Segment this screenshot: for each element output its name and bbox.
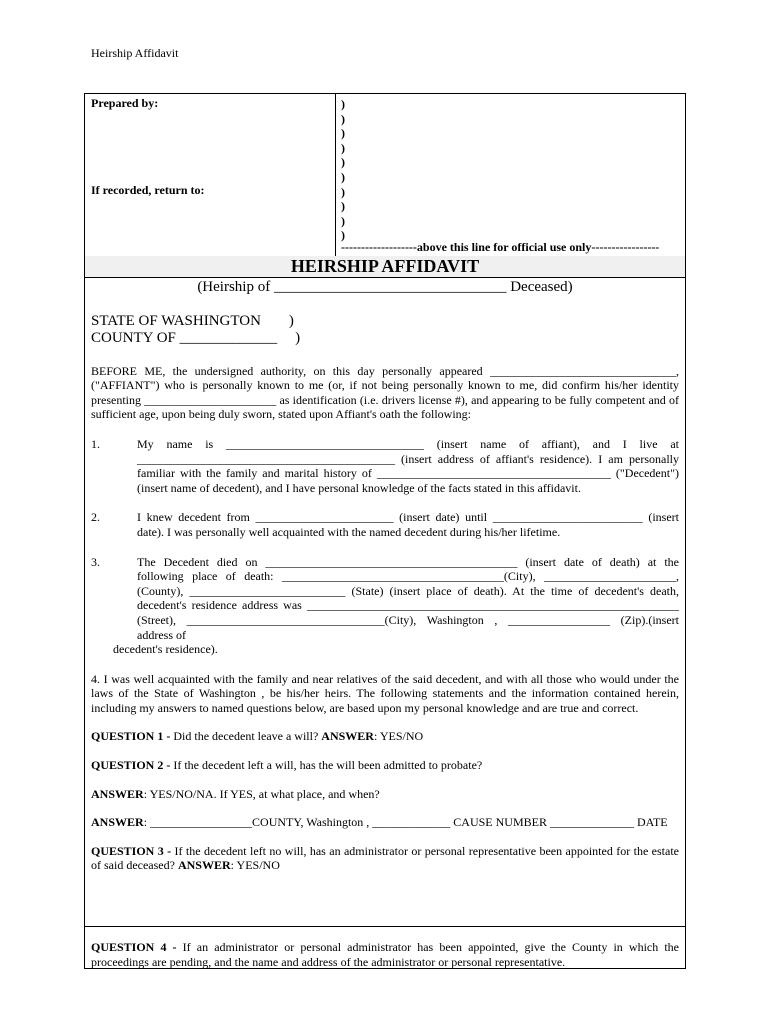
paragraph-1-text: My name is _________________________________ (insert name of affiant), and I live at ___________________________________________ (insert address of affiant's residence). I am personally familiar with the family and marital history of _______________________________________ ("Decedent") (insert name of decedent), and I have personal knowledge of the facts stated in this affidavit. — [137, 436, 679, 495]
question-3-text: If the decedent left no will, has an administrator or personal representative been appointed for the estate of said deceased? — [91, 843, 679, 873]
paragraph-3 — [91, 555, 679, 643]
answer-2 — [91, 787, 679, 802]
official-use-line: -------------------above this line for official use only----------------- — [341, 240, 660, 254]
heirship-subtitle: (Heirship of _______________________________ Deceased) — [197, 279, 573, 295]
intro-paragraph: BEFORE ME, the undersigned authority, on this day personally appeared _______________________________, ("AFFIANT") who is personally known to me (or, if not being personally known to me, did confirm his/her identity presenting ______________________ as identification (i.e. drivers license #), and appearing to be fully competent and of sufficient age, upon being duly sworn, stated upon Affiant's oath the following: — [91, 363, 679, 422]
vertical-divider — [335, 94, 336, 256]
question-4-label: QUESTION 4 - — [91, 940, 177, 954]
paragraph-1-number: 1. — [91, 436, 100, 451]
page-header: Heirship Affidavit — [91, 46, 179, 60]
paragraph-2-text: I knew decedent from _______________________ (insert date) until _________________________ (insert date). I was personally well acquainted with the named decedent during his/her lifetime. — [137, 510, 679, 539]
question-3-answer: : YES/NO — [230, 858, 280, 873]
question-1 — [91, 729, 679, 744]
paragraph-3-tail: decedent's residence). — [113, 642, 218, 657]
paragraph-1 — [91, 437, 679, 495]
question-2-label: QUESTION 2 - — [91, 758, 171, 773]
affidavit-body — [91, 277, 679, 873]
paragraph-3-number: 3. — [91, 554, 100, 569]
answer-label: ANSWER — [91, 815, 144, 830]
answer-2-text: : YES/NO/NA. If YES, at what place, and when? — [143, 786, 380, 801]
paragraph-2 — [91, 510, 679, 539]
question-4-text: If an administrator or personal administrator has been appointed, give the County in which the proceedings are pending, and the name and address of the administrator or personal representative. — [91, 940, 679, 969]
document-title: HEIRSHIP AFFIDAVIT — [85, 256, 685, 277]
question-3 — [91, 844, 679, 873]
recording-block — [341, 94, 681, 256]
question-3-label: QUESTION 3 - — [91, 843, 172, 858]
state-county-block — [91, 313, 679, 347]
question-2-text: If the decedent left a will, has the will been admitted to probate? — [170, 758, 483, 773]
answer-label: ANSWER — [91, 786, 144, 801]
question-1-text: Did the decedent leave a will? — [170, 729, 322, 744]
answer-label: ANSWER — [321, 729, 374, 744]
question-4 — [91, 940, 679, 969]
paragraph-3-text: The Decedent died on __________________________________________ (insert date of death) at the following place of death: _____________________________________(City), ______________________, (County), __________________________ (State) (insert place of death). At the time of decedent's death, decedent's residence address was ______________________________________________________________ (Street), _________________________________(City), Washington , _________________ (Zip).(insert address of — [137, 554, 679, 642]
question-2 — [91, 758, 679, 773]
question-4-rule — [85, 926, 685, 927]
answer-label: ANSWER — [177, 858, 231, 873]
paragraph-4: 4. I was well acquainted with the family and near relatives of the said decedent, and with all those who would under the laws of the State of Washington , be his/her heirs. The following statements and the information contained herein, including my answers to named questions below, are based upon my personal knowledge and are true and correct. — [91, 671, 679, 715]
prepared-by-label: Prepared by: — [91, 96, 159, 110]
answer-2b-text: : _________________COUNTY, Washington , _____________ CAUSE NUMBER ______________ DATE — [143, 815, 668, 830]
county-line: COUNTY OF _____________ — [91, 329, 278, 346]
state-paren: ) — [288, 312, 294, 329]
affidavit-form — [84, 93, 686, 969]
question-1-answer: : YES/NO — [373, 729, 424, 744]
answer-2b — [91, 815, 679, 830]
preparer-block — [91, 94, 335, 256]
question-1-label: QUESTION 1 - — [91, 729, 171, 744]
if-recorded-label: If recorded, return to: — [91, 183, 205, 197]
state-line: STATE OF WASHINGTON — [91, 312, 261, 329]
county-paren: ) — [295, 329, 301, 346]
paragraph-2-number: 2. — [91, 510, 100, 525]
paren-column: ) ) ) ) ) ) ) ) ) ) — [341, 97, 345, 243]
